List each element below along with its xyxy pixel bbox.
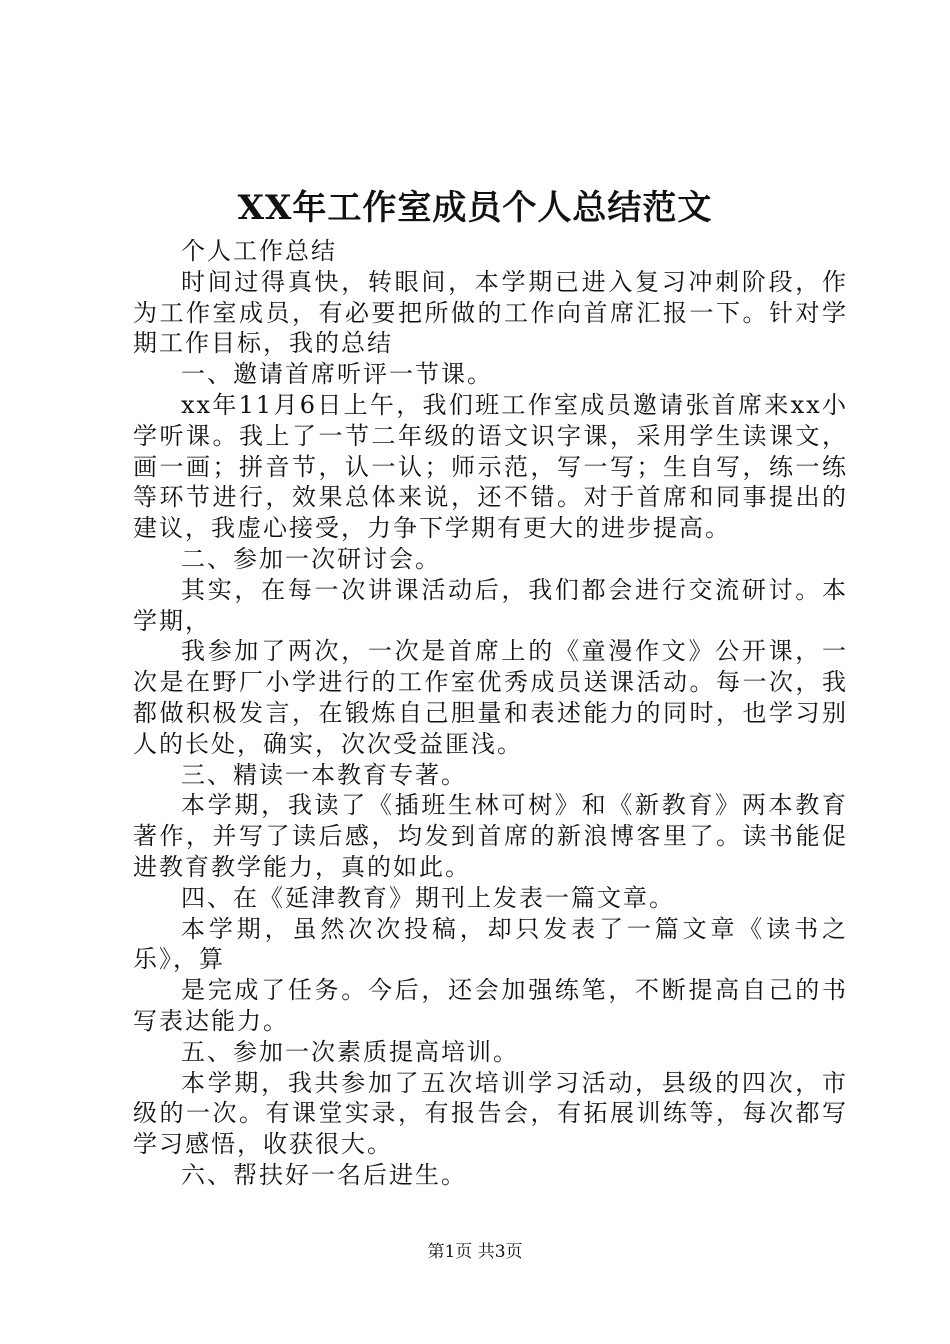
paragraph: xx年11月6日上午，我们班工作室成员邀请张首席来xx小学听课。我上了一节二年级的语文识字课，采用学生读课文，画一画；拼音节，认一认；师示范，写一写；生自写，练一练等环节进行，效果总体来说，还不错。对于首席和同事提出的建议，我虚心接受，力争下学期有更大的进步提高。 [133,390,848,543]
section-heading: 六、帮扶好一名后进生。 [181,1160,467,1189]
paragraph-heading: 个人工作总结 [181,237,337,265]
section-heading: 五、参加一次素质提高培训。 [181,1037,519,1066]
paragraph: 时间过得真快，转眼间，本学期已进入复习冲刺阶段，作为工作室成员，有必要把所做的工作向首席汇报一下。针对学期工作目标，我的总结 [133,267,848,358]
document-title: XX年工作室成员个人总结范文 [237,188,713,228]
section-heading: 四、在《延津教育》期刊上发表一篇文章。 [181,883,675,912]
paragraph: 其实，在每一次讲课活动后，我们都会进行交流研讨。本学期， [133,575,848,635]
paragraph: 是完成了任务。今后，还会加强练笔，不断提高自己的书写表达能力。 [133,976,848,1035]
document-body [133,236,848,1191]
section-heading: 二、参加一次研讨会。 [181,544,441,573]
paragraph: 我参加了两次，一次是首席上的《童漫作文》公开课，一次是在野厂小学进行的工作室优秀成员送课活动。每一次，我都做积极发言，在锻炼自己胆量和表述能力的同时，也学习别人的长处，确实，次次受益匪浅。 [133,637,848,758]
section-heading: 一、邀请首席听评一节课。 [181,360,493,389]
paragraph: 本学期，我共参加了五次培训学习活动，县级的四次，市级的一次。有课堂实录，有报告会，有拓展训练等，每次都写学习感悟，收获很大。 [133,1068,848,1159]
paragraph: 本学期，虽然次次投稿，却只发表了一篇文章《读书之乐》，算 [133,914,848,974]
section-heading: 三、精读一本教育专著。 [181,760,467,789]
page-indicator: 第1页 共3页 [427,1242,523,1262]
paragraph: 本学期，我读了《插班生林可树》和《新教育》两本教育著作，并写了读后感，均发到首席的新浪博客里了。读书能促进教育教学能力，真的如此。 [133,791,848,881]
